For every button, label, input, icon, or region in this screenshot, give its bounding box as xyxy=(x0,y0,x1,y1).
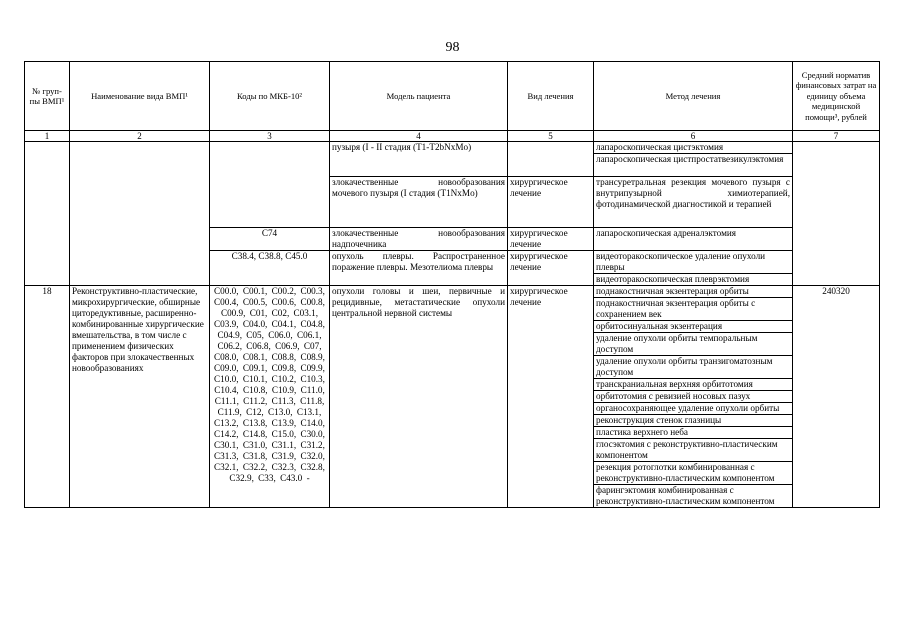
method-cell: трансуретральная резекция мочевого пузыря с внутрипузырной химиотерапией, фотодинамической диагностикой и терапией xyxy=(594,177,793,228)
method-item: глосэктомия с реконструктивно-пластическим компонентом xyxy=(594,439,792,462)
method-list xyxy=(594,286,793,508)
model-cell: пузыря (I - II стадия (T1-T2bNxMo) xyxy=(330,142,508,177)
col-number: 1 xyxy=(25,131,70,142)
cost-cell xyxy=(793,142,880,286)
method-item: удаление опухоли орбиты транзигоматозным доступом xyxy=(594,356,792,379)
col-number: 6 xyxy=(594,131,793,142)
treatment-cell xyxy=(508,142,594,177)
model-cell: опухоли головы и шеи, первичные и рецидивные, метастатические опухоли центральной нервной системы xyxy=(330,286,508,508)
col-number: 2 xyxy=(70,131,210,142)
name-cell: Реконструктивно-пластические, микрохирургические, обширные циторедуктивные, расширенно-комбинированные хирургические вмешательства, в том числе с применением физических факторов при злокачественных новообразованиях xyxy=(70,286,210,508)
model-cell: злокачественные новообразования мочевого пузыря (I стадия (T1NxMo) xyxy=(330,177,508,228)
col-number: 3 xyxy=(210,131,330,142)
method-item: видеоторакоскопическая плеврэктомия xyxy=(596,274,750,284)
treatment-cell: хирургическое лечение xyxy=(508,251,594,286)
method-list xyxy=(594,251,793,286)
group-cell xyxy=(25,142,70,286)
model-cell: опухоль плевры. Распространенное поражение плевры. Мезотелиома плевры xyxy=(330,251,508,286)
codes-cell: C74 xyxy=(210,228,330,251)
model-cell: злокачественные новообразования надпочечника xyxy=(330,228,508,251)
method-cell: лапароскопическая адреналэктомия xyxy=(594,228,793,251)
col-number: 5 xyxy=(508,131,594,142)
treatment-cell: хирургическое лечение xyxy=(508,228,594,251)
method-item: орбитотомия с ревизией носовых пазух xyxy=(594,391,792,403)
header-method: Метод лечения xyxy=(594,62,793,131)
col-number: 4 xyxy=(330,131,508,142)
codes-cell: C38.4, C38.8, C45.0 xyxy=(210,251,330,286)
header-group: № груп- пы ВМП¹ xyxy=(25,62,70,131)
method-item: орбитосинуальная экзентерация xyxy=(594,321,792,333)
table-row xyxy=(25,142,880,177)
group-cell: 18 xyxy=(25,286,70,508)
header-model: Модель пациента xyxy=(330,62,508,131)
method-item: лапароскопическая цистэктомия xyxy=(594,142,792,154)
col-number: 7 xyxy=(793,131,880,142)
treatment-cell: хирургическое лечение xyxy=(508,286,594,508)
method-item: удаление опухоли орбиты темпоральным доступом xyxy=(594,333,792,356)
header-row xyxy=(25,62,880,131)
header-codes: Коды по МКБ-10² xyxy=(210,62,330,131)
method-item: фарингэктомия комбинированная с реконструктивно-пластическим компонентом xyxy=(596,485,775,506)
method-item: поднакостничная экзентерация орбиты xyxy=(594,286,792,298)
header-cost: Средний норматив финансовых затрат на единицу объема медицинской помощи³, рублей xyxy=(793,62,880,131)
method-item: пластика верхнего неба xyxy=(594,427,792,439)
method-list xyxy=(594,142,793,177)
table-row xyxy=(25,286,880,508)
method-item: транскраниальная верхняя орбитотомия xyxy=(594,379,792,391)
method-item: поднакостничная экзентерация орбиты с сохранением век xyxy=(594,298,792,321)
method-item: органосохраняющее удаление опухоли орбиты xyxy=(594,403,792,415)
name-cell xyxy=(70,142,210,286)
vmp-table xyxy=(24,61,880,508)
method-item: лапароскопическая цистпростатвезикулэктомия xyxy=(596,154,784,164)
method-item: резекция ротоглотки комбинированная с реконструктивно-пластическим компонентом xyxy=(594,462,792,485)
codes-cell: C00.0, C00.1, C00.2, C00.3, C00.4, C00.5, C00.6, C00.8, C00.9, C01, C02, C03.1, C03.9, C04.0, C04.1, C04.8, C04.9, C05, C06.0, C06.1, C06.2, C06.8, C06.9, C07, C08.0, C08.1, C08.8, C08.9, C09.0, C09.1, C09.8, C09.9, C10.0, C10.1, C10.2, C10.3, C10.4, C10.8, C10.9, C11.0, C11.1, C11.2, C11.3, C11.8, C11.9, C12, C13.0, C13.1, C13.2, C13.8, C13.9, C14.0, C14.2, C14.8, C15.0, C30.0, C30.1, C31.0, C31.1, C31.2, C31.3, C31.8, C31.9, C32.0, C32.1, C32.2, C32.3, C32.8, C32.9, C33, C43.0 - xyxy=(210,286,330,508)
method-item: реконструкция стенок глазницы xyxy=(594,415,792,427)
column-number-row xyxy=(25,131,880,142)
method-item: видеоторакоскопическое удаление опухоли плевры xyxy=(594,251,792,274)
page-number: 98 xyxy=(445,40,460,55)
header-name: Наименование вида ВМП¹ xyxy=(70,62,210,131)
header-treatment: Вид лечения xyxy=(508,62,594,131)
treatment-cell: хирургическое лечение xyxy=(508,177,594,228)
codes-cell xyxy=(210,142,330,228)
cost-cell: 240320 xyxy=(793,286,880,508)
